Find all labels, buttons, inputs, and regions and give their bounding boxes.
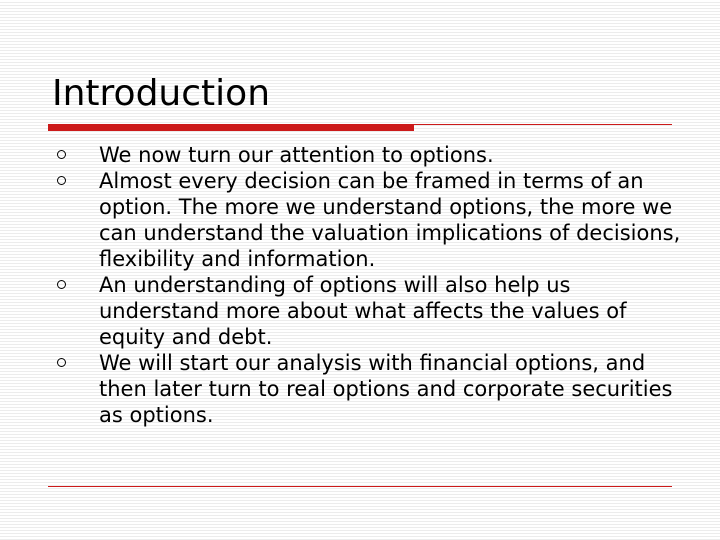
bullet-item — [56, 272, 681, 350]
bullet-list — [56, 142, 681, 428]
title-underline-thin — [414, 124, 672, 125]
hollow-circle-icon — [57, 150, 66, 159]
bullet-text: We will start our analysis with financial options, and then later turn to real options and corporate securities as options. — [99, 351, 673, 427]
hollow-circle-icon — [57, 358, 66, 367]
footer-rule — [48, 486, 672, 487]
title-underline-thick — [48, 124, 414, 131]
bullet-item — [56, 350, 681, 428]
hollow-circle-icon — [57, 280, 66, 289]
hollow-circle-icon — [57, 176, 66, 185]
bullet-text: An understanding of options will also help us understand more about what affects the values of equity and debt. — [99, 273, 627, 349]
bullet-item — [56, 168, 681, 272]
bullet-text: Almost every decision can be framed in terms of an option. The more we understand options, the more we can understand the valuation implications of decisions, flexibility and information. — [99, 169, 681, 271]
bullet-item — [56, 142, 681, 168]
bullet-text: We now turn our attention to options. — [99, 143, 494, 167]
slide-title: Introduction — [52, 73, 271, 114]
